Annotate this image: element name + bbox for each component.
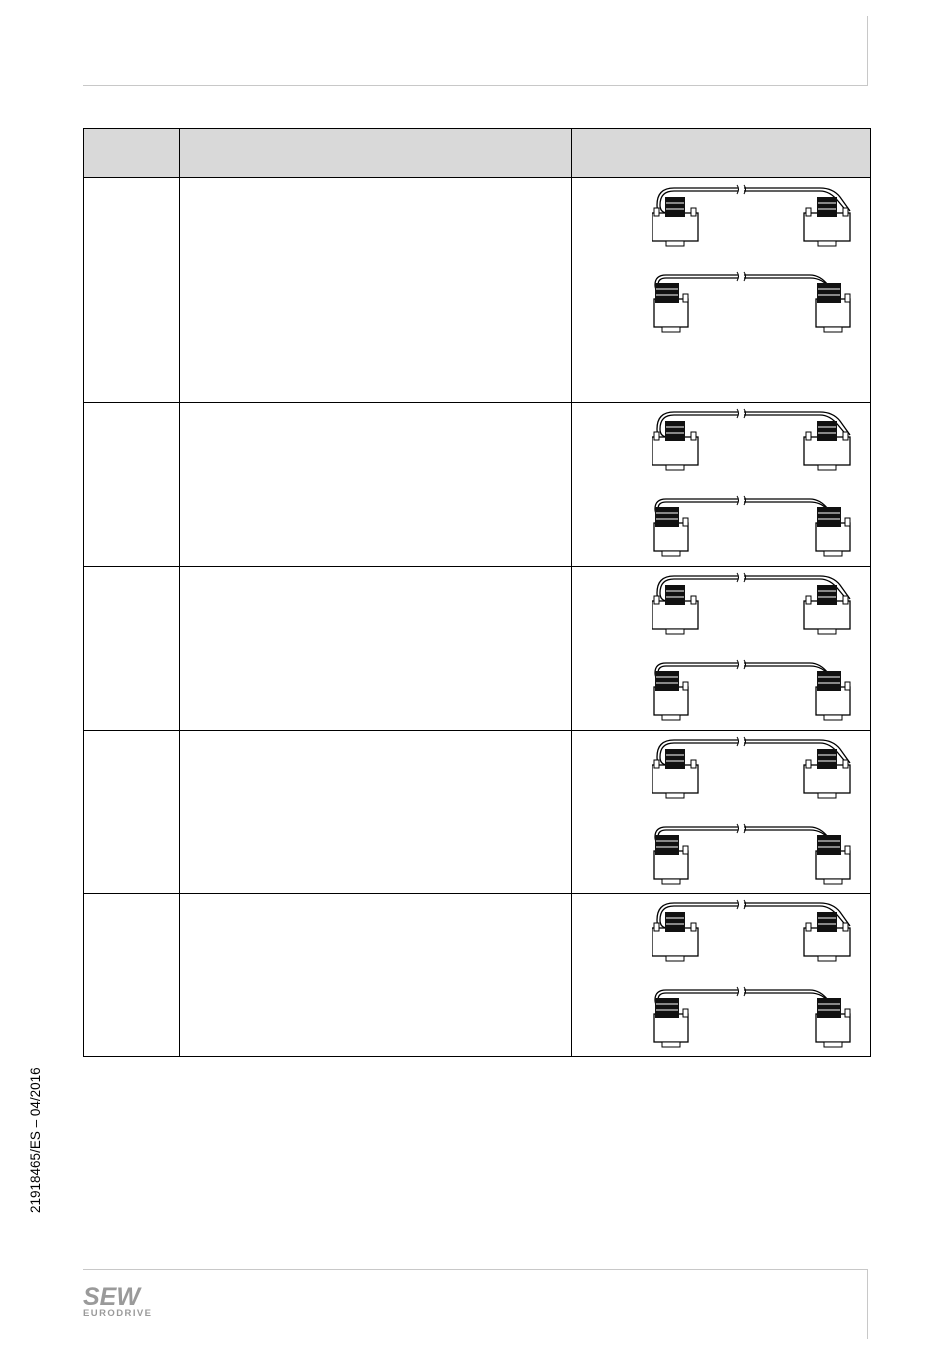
table-header-row (84, 129, 871, 178)
cable-drawing-icon (652, 898, 868, 1054)
header-right-rule (867, 16, 868, 86)
connection-cable-table (83, 128, 871, 1057)
table-cell (84, 403, 180, 567)
sew-eurodrive-logo (82, 1283, 154, 1319)
table-row (84, 894, 871, 1057)
table-cell (572, 403, 871, 567)
table-cell (84, 894, 180, 1057)
logo-main-text: SEW (83, 1283, 140, 1311)
cable-drawing-icon (652, 407, 868, 563)
table-cell (180, 731, 572, 894)
table-row (84, 567, 871, 731)
table-cell (180, 403, 572, 567)
logo-sub-text: EURODRIVE (83, 1308, 151, 1319)
table-cell (84, 178, 180, 403)
cable-drawing-icon (652, 183, 868, 339)
table-cell (180, 178, 572, 403)
table-row (84, 178, 871, 403)
table-cell (572, 567, 871, 731)
table-header-cell (572, 129, 871, 178)
cable-drawing-icon (652, 735, 868, 891)
cable-drawing-icon (652, 571, 868, 727)
table-cell (180, 894, 572, 1057)
table-cell (572, 731, 871, 894)
header-rule (83, 85, 868, 86)
table-header-cell (180, 129, 572, 178)
table-cell (84, 731, 180, 894)
table-row (84, 731, 871, 894)
footer-rule (83, 1269, 868, 1270)
table-cell (572, 178, 871, 403)
table-header-cell (84, 129, 180, 178)
footer-right-rule (867, 1269, 868, 1339)
table-row (84, 403, 871, 567)
table-cell (572, 894, 871, 1057)
table-cell (180, 567, 572, 731)
table-cell (84, 567, 180, 731)
document-code: 21918465/ES – 04/2016 (28, 1067, 43, 1213)
